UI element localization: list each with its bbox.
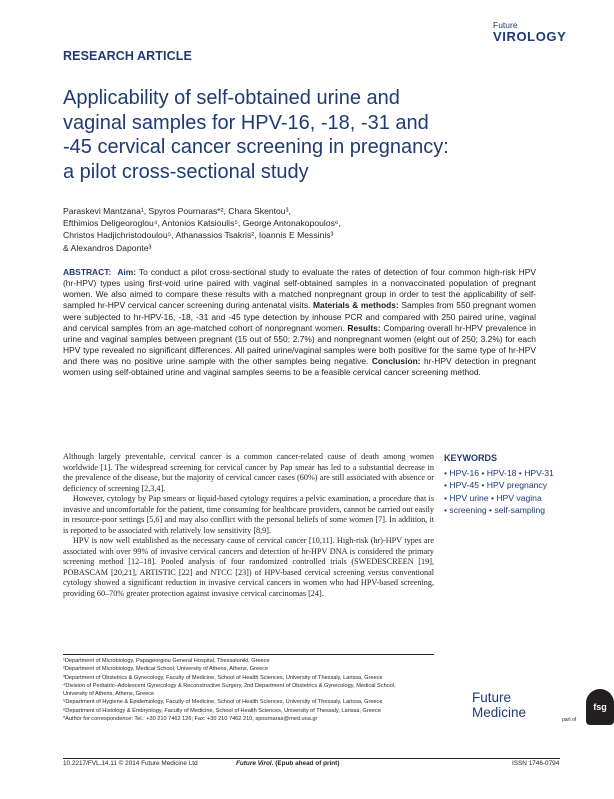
footer-status: (Epub ahead of print) (275, 760, 340, 767)
journal-logo (493, 21, 573, 44)
affiliation-line: *Author for correspondence: Tel.: +30 210 7462 126; Fax: +30 210 7462 210; spournaras@med.uoa.gr (63, 716, 318, 723)
fsg-logo: fsg (586, 689, 614, 725)
keywords-title: KEYWORDS (444, 453, 498, 463)
footer-doi: 10.2217/FVL.14.11 © 2014 Future Medicine Ltd (63, 760, 198, 767)
abstract-label: ABSTRACT: (63, 267, 112, 277)
affiliation-line: ⁵Department of Hygiene & Epidemiology, Faculty of Medicine, School of Health Sciences, University of Thessaly, Larissa, Greece (63, 699, 383, 706)
keyword-line: • HPV-16 • HPV-18 • HPV-31 (444, 468, 554, 479)
abstract-methods: Samples from 550 pregnant women were subjected to hr-HPV-16, -18, -31 and -45 type detection by inhouse PCR and compared with 250 paired urine, vaginal and cervical samples from an age-matched cohort of nonpregnant women. (63, 300, 536, 333)
body-paragraph: Although largely preventable, cervical cancer is a common cancer-related cause of death among women worldwide [1]. The widespread screening for cervical cancer by Pap smear has led to a substantial decrease in the prevalence of the disease, but the majority of cervical cancer cases (60%) are still associated with absence or deficiency of screening [2,3,4]. (63, 452, 434, 493)
footer-journal-name: Future Virol. (236, 760, 274, 767)
keyword-line: • screening • self-sampling (444, 504, 546, 515)
author-line: & Alexandros Daponte³ (63, 242, 152, 253)
author-line: Paraskevi Mantzana¹, Spyros Pournaras*², Chara Skentou³, (63, 206, 291, 216)
affiliation-line: ³Department of Obstetrics & Gynecology, Faculty of Medicine, School of Health Sciences, University of Thessaly, Larissa, Greece (63, 674, 383, 681)
publisher-name-line: Future (472, 690, 512, 705)
publisher-name-line: Medicine (472, 704, 527, 720)
abstract-aim: To conduct a pilot cross-sectional study to evaluate the rates of detection of four common high-risk HPV (hr-HPV) types using first-void urine paired with vaginal self-obtained samples in a nonvaccinated population of pregnant women. We also aimed to compare these results with a matched nonpregnant group in order to test the applicability of self-sampled hr-HPV cervical cancer screening during antenatal visits. (63, 267, 536, 311)
abstract-conclusion: hr-HPV detection in pregnant women using self-obtained urine and vaginal samples seems to be a feasible cervical cancer screening method. (63, 356, 536, 378)
publisher-name (472, 691, 526, 720)
journal-logo-future: Future (493, 20, 518, 30)
keyword-line: • HPV-45 • HPV pregnancy (444, 480, 547, 491)
body-text (63, 452, 434, 599)
affiliation-line: ²Department of Microbiology, Medical School, University of Athens, Athens, Greece (63, 666, 269, 673)
abstract (63, 267, 536, 379)
affiliations-divider (63, 654, 434, 655)
keyword-line: • HPV urine • HPV vagina (444, 492, 542, 503)
footer-journal (236, 760, 339, 767)
abstract-results: Comparing overall hr-HPV prevalence in urine and vaginal samples between pregnant (15 out of 550; 2.7%) and nonpregnant women (eight out of 250; 3.2%) for each HPV type revealed no significant differences. All paired urine/vaginal samples were both positive for the same type of hr-HPV and there was no positive urine sample with the other samples being negative. (63, 322, 536, 367)
conclusion-label: Conclusion: (371, 356, 421, 367)
article-title: Applicability of self-obtained urine and vaginal samples for HPV-16, -18, -31 and -45 cervical cancer screening in pregnancy: a pilot cross-sectional study (63, 87, 449, 183)
results-label: Results: (347, 322, 381, 333)
footer-divider (63, 758, 560, 759)
author-list (63, 205, 403, 254)
footer-issn: ISSN 1746-0794 (512, 760, 560, 767)
publisher-part-of: part of (562, 717, 577, 723)
keywords-list (444, 467, 560, 516)
keywords-box (444, 452, 560, 516)
affiliation-line: ¹Department of Microbiology, Papageorgiou General Hospital, Thessaloniki, Greece (63, 658, 270, 664)
author-line: Efthimios Deligeoroglou⁴, Antonios Katsioulis⁵, George Antonakopoulos⁶, (63, 218, 341, 229)
methods-label: Materials & methods: (312, 300, 399, 311)
affiliations (63, 657, 434, 723)
publisher-logo (472, 689, 607, 729)
affiliation-line: ⁶Department of Histology & Embryology, Faculty of Medicine, School of Health Sciences, University of Thessaly, Larissa, Greece (63, 707, 381, 714)
article-type-label: RESEARCH ARTICLE (63, 49, 192, 63)
author-line: Christos Hadjichristodoulou⁵, Athanassios Tsakris², Ioannis E Messinis³ (63, 230, 334, 241)
journal-logo-name: VIROLOGY (493, 29, 567, 44)
body-paragraph: However, cytology by Pap smears or liquid-based cytology requires a pelvic examination, a procedure that is invasive and uncomfortable for the patient, time consuming for healthcare providers, cannot be carried out easily in resource-poor settings [5,6] and may also conflict with the personal beliefs of some women [7]. In addition, it is reported to be associated with relatively low sensitivity [8,9]. (63, 494, 434, 535)
affiliation-line: University of Athens, Athens, Greece (63, 691, 155, 698)
aim-label: Aim: (117, 267, 137, 277)
body-paragraph: HPV is now well established as the necessary cause of cervical cancer [10,11]. High-risk (hr)-HPV types are associated with over 99% of invasive cervical cancers and detection of hr-HPV DNA is considered the primary screening method [12–18]. Pooled analysis of four randomized controlled trials (SWEDESCREEN [19], POBASCAM [20,21], ARTISTIC [22] and NTCC [23]) of HPV-based cervical screening versus conventional cytology showed a significant reduction in invasive cervical cancers in women who had HPV-based screening, providing 60–70% greater protection against invasive cervical carcinomas [24]. (63, 536, 434, 598)
affiliation-line: ⁴Division of Pediatric–Adolescent Gynecology & Reconstructive Surgery, 2nd Department of Obstetrics & Gynecology, Medical School, (63, 682, 396, 689)
